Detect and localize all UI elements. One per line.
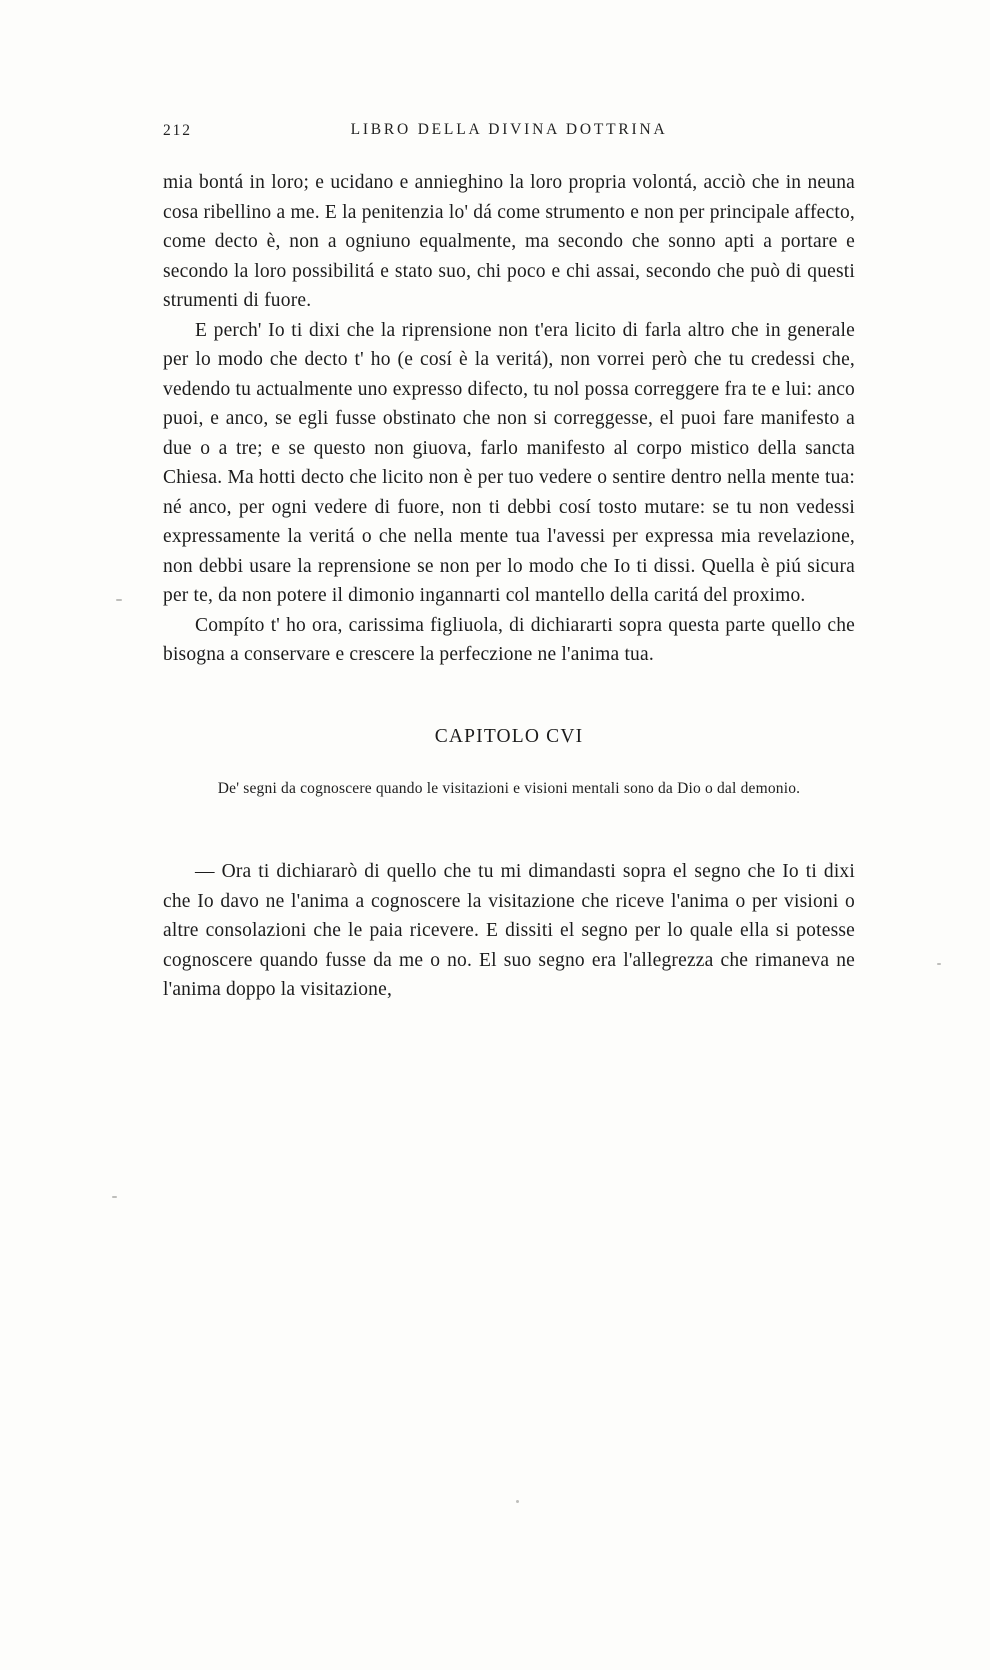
paragraph: Compíto t' ho ora, carissima figliuola, di dichiararti sopra questa parte quello che bisogna a conservare e crescere la perfeczione ne l'anima tua. [163,614,855,665]
scan-speck [116,599,122,601]
page-number: 212 [163,122,192,139]
running-head [163,121,855,143]
running-title: LIBRO DELLA DIVINA DOTTRINA [350,121,668,138]
scan-speck [112,1196,117,1198]
chapter-subtitle: De' segni da cognoscere quando le visitazioni e visioni mentali sono da Dio o dal demonio. [217,780,801,797]
scan-speck [937,963,941,965]
chapter-title: CAPITOLO CVI [434,725,584,747]
paragraph-chapter-opening: — Ora ti dichiararò di quello che tu mi dimandasti sopra el segno che Io ti dixi che Io davo ne l'anima a cognoscere la visitazione che riceve l'anima o per visioni o altre consolazioni che le paia ricevere. E dissiti el segno per lo quale ella si potesse cognoscere quando fusse da me o no. El suo segno era l'allegrezza che rimaneva ne l'anima doppo la visitazione, [163,861,855,1000]
scan-speck [516,1500,519,1503]
paragraph-continuation: mia bontá in loro; e ucidano e annieghino la loro propria volontá, acciò che in neuna cosa ribellino a me. E la penitenzia lo' dá come strumento e non per principale affecto, come decto è, non a ogniuno equalmente, ma secondo che sonno apti a portare e secondo la loro possibilitá e stato suo, chi poco e chi assai, secondo che può di questi strumenti di fuore. [163,172,855,311]
text-block [163,168,855,1005]
paragraph: E perch' Io ti dixi che la riprensione non t'era licito di farla altro che in generale per lo modo che decto t' ho (e cosí è la veritá), non vorrei però che tu credessi che, vedendo tu actualmente uno expresso difecto, tu nol possa correggere fra te e lui: anco puoi, e anco, se egli fusse obstinato che non si correggesse, el puoi fare manifesto a due o a tre; e se questo non giuova, farlo manifesto al corpo mistico della sancta Chiesa. Ma hotti decto che licito non è per tuo vedere o sentire dentro nella mente tua: né anco, per ogni vedere di fuore, non ti debbi cosí tosto mutare: se tu non vedessi expressamente la veritá o che nella mente tua l'avessi per expressa mia revelazione, non debbi usare la reprensione se non per lo modo che Io ti dissi. Quella è piú sicura per te, da non potere il dimonio ingannarti col mantello della caritá del proximo. [163,319,855,606]
